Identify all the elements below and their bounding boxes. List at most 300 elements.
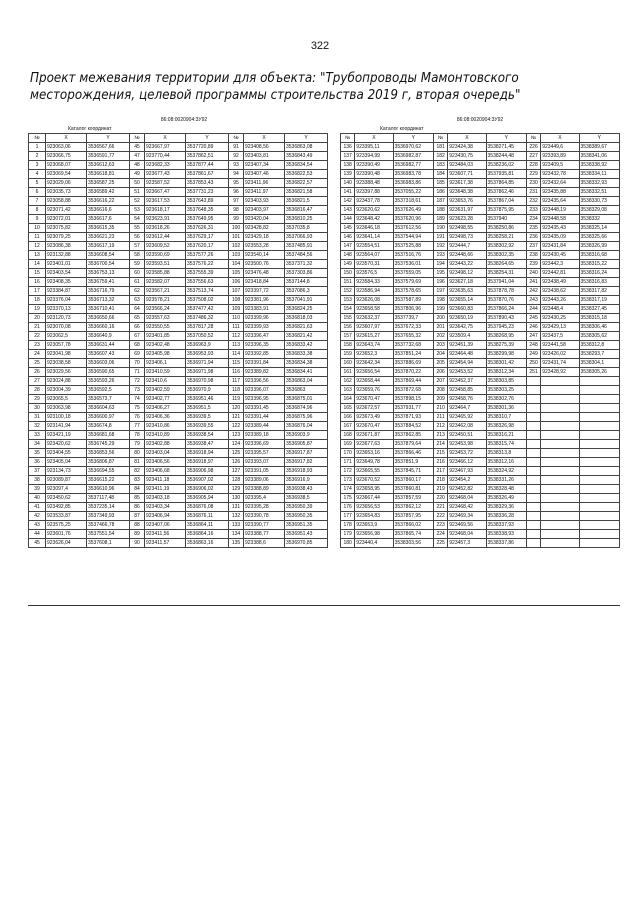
table-cell: 54 (130, 215, 145, 224)
table-cell: 3538326,49 (486, 494, 526, 503)
table-cell: 41 (29, 503, 46, 512)
table-cell (579, 521, 620, 530)
col-header: X (46, 134, 87, 143)
col-header: Y (579, 134, 620, 143)
table-cell (526, 458, 540, 467)
table-cell: 184 (433, 170, 447, 179)
table-cell: 923658,44 (355, 377, 393, 386)
table-cell: 3537857,59 (393, 494, 433, 503)
table-cell: 923584,33 (355, 278, 393, 287)
table-cell: 923041,98 (46, 350, 87, 359)
table-cell: 923389,06 (244, 476, 285, 485)
table-cell: 3538303,25 (486, 386, 526, 395)
table-cell: 219 (433, 485, 447, 494)
table-cell: 207 (433, 377, 447, 386)
table-cell: 923464,7 (448, 404, 486, 413)
table-cell: 923617,53 (145, 197, 186, 206)
table-cell: 3537879,64 (393, 440, 433, 449)
table-cell: 923450,62 (46, 494, 87, 503)
table-cell: 923576,5 (355, 269, 393, 278)
table-cell: 246 (526, 323, 540, 332)
table-cell: 923476,48 (244, 269, 285, 278)
table-cell: 3537508,02 (186, 296, 229, 305)
table-cell: 225 (433, 539, 447, 548)
table-cell (526, 521, 540, 530)
table-cell: 923656,53 (355, 503, 393, 512)
table-cell: 3536863,04 (285, 377, 328, 386)
table-cell: 923648,42 (355, 215, 393, 224)
table-cell: 923062,5 (46, 332, 87, 341)
table-cell: 923089,87 (46, 476, 87, 485)
table-cell: 923411,56 (145, 530, 186, 539)
table-cell: 3537731,23 (186, 188, 229, 197)
table-cell: 3538329,36 (486, 503, 526, 512)
table-cell: 923609,52 (145, 242, 186, 251)
table-cell: 923406,56 (145, 458, 186, 467)
table-cell: 923672,57 (355, 404, 393, 413)
table-row (29, 206, 328, 215)
table-cell: 3536951,46 (186, 395, 229, 404)
table-cell: 206 (433, 368, 447, 377)
table-cell: 923401,85 (145, 332, 186, 341)
table-cell: 3537516,76 (393, 251, 433, 260)
table-cell: 233 (526, 206, 540, 215)
table-cell: 3537486,32 (186, 314, 229, 323)
table-cell: 3537851,9 (393, 458, 433, 467)
table-cell: 923612,44 (145, 233, 186, 242)
table-cell: 3536607,43 (87, 350, 130, 359)
table-cell: 205 (433, 359, 447, 368)
table-cell: 3537643,89 (186, 197, 229, 206)
table-row (341, 539, 620, 548)
table-cell: 923376,04 (46, 296, 87, 305)
table-cell: 208 (433, 386, 447, 395)
table-cell: 118 (229, 386, 244, 395)
table-cell: 3538337,86 (486, 539, 526, 548)
table-cell: 3537864,85 (486, 179, 526, 188)
table-cell: 923411,97 (244, 188, 285, 197)
table-cell: 3537318,61 (393, 197, 433, 206)
table-row (341, 323, 620, 332)
table-cell: 3538330,73 (579, 197, 620, 206)
right-table-header (341, 134, 620, 143)
table-cell: 923405,04 (46, 458, 87, 467)
table-cell: 145 (341, 224, 355, 233)
right-catalog-label: Каталог координат (380, 126, 424, 132)
table-cell: 177 (341, 512, 355, 521)
table-cell: 923617,38 (448, 179, 486, 188)
table-cell: 923431,74 (541, 359, 579, 368)
table-cell: 3536863,08 (285, 143, 328, 152)
table-cell: 55 (130, 224, 145, 233)
table-cell: 3537806,96 (393, 305, 433, 314)
table-cell: 3536567,66 (87, 143, 130, 152)
table-row (29, 323, 328, 332)
table-cell: 3536618,81 (87, 170, 130, 179)
table-cell: 923066,75 (46, 152, 87, 161)
table-cell: 3537484,56 (285, 251, 328, 260)
table-cell: 3536918,93 (285, 467, 328, 476)
table-cell: 3536970,85 (285, 539, 328, 548)
table-cell: 3536759,41 (87, 278, 130, 287)
table-cell: 923428,82 (244, 224, 285, 233)
table-cell: 3538312,34 (486, 368, 526, 377)
table-cell: 133 (229, 521, 244, 530)
col-header: № (526, 134, 540, 143)
table-cell (526, 512, 540, 521)
table-cell: 923484,03 (448, 161, 486, 170)
table-cell: 172 (341, 467, 355, 476)
table-cell: 923468,04 (448, 494, 486, 503)
table-cell: 3536853,56 (87, 449, 130, 458)
table-cell: 923406,36 (145, 413, 186, 422)
table-cell: 50 (130, 179, 145, 188)
table-cell: 3536876,04 (285, 422, 328, 431)
table-cell: 923004,39 (46, 386, 87, 395)
table-cell: 173 (341, 476, 355, 485)
left-catalog-label: Каталог координат (68, 126, 112, 132)
table-cell: 3536587,25 (87, 179, 130, 188)
table-cell: 923432,64 (541, 179, 579, 188)
table-cell: 157 (341, 332, 355, 341)
table-cell: 923072,01 (46, 215, 87, 224)
table-row (29, 530, 328, 539)
table-cell (579, 377, 620, 386)
table-cell: 923383,91 (244, 305, 285, 314)
table-cell: 104 (229, 260, 244, 269)
table-row (341, 512, 620, 521)
table-cell: 3537055,22 (393, 188, 433, 197)
table-cell: 74 (130, 395, 145, 404)
table-cell: 3536864,11 (186, 521, 229, 530)
table-cell (541, 467, 579, 476)
table-cell: 65 (130, 314, 145, 323)
table-cell: 923593,51 (145, 260, 186, 269)
table-row (341, 269, 620, 278)
table-cell (541, 476, 579, 485)
table-cell: 238 (526, 251, 540, 260)
table-cell: 2 (29, 152, 46, 161)
table-cell: 3536971,98 (186, 368, 229, 377)
table-cell: 3537536,01 (393, 260, 433, 269)
table-cell: 923658,95 (355, 485, 393, 494)
table-cell: 202 (433, 332, 447, 341)
table-cell (541, 530, 579, 539)
table-cell: 76 (130, 413, 145, 422)
table-cell: 923650,19 (448, 314, 486, 323)
table-cell (579, 422, 620, 431)
table-cell: 3538324,92 (486, 467, 526, 476)
table-cell: 923403,54 (46, 269, 87, 278)
table-cell: 25 (29, 359, 46, 368)
table-cell: 3537620,17 (186, 242, 229, 251)
table-row (29, 197, 328, 206)
table-cell: 923391,44 (244, 413, 285, 422)
table-cell: 209 (433, 395, 447, 404)
table-cell: 48 (130, 161, 145, 170)
table-cell: 3537862,12 (393, 503, 433, 512)
table-cell: 189 (433, 215, 447, 224)
col-header: № (229, 134, 244, 143)
page-number: 322 (310, 40, 330, 52)
table-cell (541, 539, 579, 548)
table-cell: 64 (130, 305, 145, 314)
table-cell: 923402,88 (145, 440, 186, 449)
table-cell: 12 (29, 242, 46, 251)
table-cell: 923607,71 (448, 170, 486, 179)
table-cell: 923443,26 (541, 296, 579, 305)
table-cell: 923626,08 (355, 296, 393, 305)
table-row (29, 224, 328, 233)
table-cell: 923100,18 (46, 413, 87, 422)
table-row (29, 278, 328, 287)
col-header: Y (285, 134, 328, 143)
table-cell: 147 (341, 242, 355, 251)
table-row (29, 539, 328, 548)
table-cell: 3537648,35 (186, 206, 229, 215)
table-cell: 3538317,19 (579, 296, 620, 305)
table-cell: 109 (229, 305, 244, 314)
table-cell: 3536875,01 (285, 395, 328, 404)
table-row (341, 404, 620, 413)
table-cell: 200 (433, 314, 447, 323)
table-cell: 923550,55 (145, 323, 186, 332)
table-cell: 923670,47 (355, 395, 393, 404)
table-cell: 3536621,23 (87, 233, 130, 242)
table-cell: 40 (29, 494, 46, 503)
table-cell: 70 (130, 359, 145, 368)
table-cell: 923409,5 (541, 161, 579, 170)
table-cell: 923618,26 (145, 224, 186, 233)
table-row (29, 431, 328, 440)
table-cell: 26 (29, 368, 46, 377)
table-cell: 923405,98 (145, 350, 186, 359)
table-row (341, 350, 620, 359)
table-cell: 923141,94 (46, 422, 87, 431)
table-cell: 3538250,86 (486, 224, 526, 233)
table-cell: 3538258,21 (486, 233, 526, 242)
table-cell: 3538305,26 (579, 368, 620, 377)
table-cell: 3538315,74 (486, 440, 526, 449)
table-cell: 156 (341, 323, 355, 332)
table-row (341, 368, 620, 377)
table-cell: 923391,84 (244, 359, 285, 368)
table-cell: 923435,09 (541, 233, 579, 242)
table-cell: 3537620,96 (393, 215, 433, 224)
table-cell: 923642,34 (355, 359, 393, 368)
table-cell: 923656,54 (355, 368, 393, 377)
table-cell (541, 413, 579, 422)
table-cell: 923670,52 (355, 476, 393, 485)
table-cell: 63 (130, 296, 145, 305)
table-row (29, 521, 328, 530)
table-cell: 3538303,85 (486, 377, 526, 386)
table-cell: 923393,07 (244, 458, 285, 467)
table-cell: 923441,58 (541, 341, 579, 350)
table-row (341, 206, 620, 215)
table-cell: 79 (130, 440, 145, 449)
table-cell (541, 512, 579, 521)
table-cell: 101 (229, 233, 244, 242)
table-row (29, 350, 328, 359)
table-cell: 923065,5 (46, 395, 87, 404)
table-cell: 91 (229, 143, 244, 152)
table-cell: 120 (229, 404, 244, 413)
table-cell (541, 404, 579, 413)
table-cell: 923468,04 (448, 530, 486, 539)
table-cell: 171 (341, 458, 355, 467)
table-cell: 3536603,06 (87, 359, 130, 368)
table-row (29, 395, 328, 404)
table-cell: 3538317,82 (579, 287, 620, 296)
table-cell: 3538304,1 (579, 359, 620, 368)
table-cell: 3538316,83 (579, 278, 620, 287)
table-cell: 923454,94 (448, 359, 486, 368)
table-cell: 124 (229, 440, 244, 449)
table-cell: 923396,69 (244, 440, 285, 449)
table-cell: 3536971,94 (186, 359, 229, 368)
table-row (29, 251, 328, 260)
table-cell: 923388,6 (244, 539, 285, 548)
table-cell: 95 (229, 179, 244, 188)
table-row (341, 152, 620, 161)
table-cell: 131 (229, 503, 244, 512)
table-cell: 923442,3 (541, 260, 579, 269)
table-cell (579, 530, 620, 539)
table-row (341, 188, 620, 197)
table-cell: 181 (433, 143, 447, 152)
right-coordinate-table (340, 133, 620, 548)
table-cell: 923394,99 (355, 152, 393, 161)
table-cell: 923432,78 (541, 170, 579, 179)
table-cell: 3537349,93 (87, 512, 130, 521)
table-cell: 198 (433, 296, 447, 305)
table-cell: 3538310,7 (486, 413, 526, 422)
table-row (29, 296, 328, 305)
table-cell: 3536938,43 (285, 485, 328, 494)
table-cell: 231 (526, 188, 540, 197)
table-cell: 923426,02 (541, 350, 579, 359)
table-cell: 923464,48 (448, 350, 486, 359)
table-row (29, 467, 328, 476)
table-row (29, 458, 328, 467)
table-cell: 247 (526, 332, 540, 341)
table-cell: 94 (229, 170, 244, 179)
table-cell: 923389,82 (244, 368, 285, 377)
table-cell: 923399,93 (244, 323, 285, 332)
table-row (341, 449, 620, 458)
table-cell: 3536821,42 (285, 332, 328, 341)
table-cell: 3537117,48 (87, 494, 130, 503)
table-cell: 923397,88 (355, 188, 393, 197)
table-cell: 923402,48 (145, 341, 186, 350)
col-header: X (244, 134, 285, 143)
table-cell: 923406,1 (145, 359, 186, 368)
table-row (341, 530, 620, 539)
table-cell: 3537935,81 (486, 170, 526, 179)
table-cell: 3537485,91 (285, 242, 328, 251)
table-cell: 3536616,6 (87, 206, 130, 215)
table-cell: 3536822,57 (285, 179, 328, 188)
table-row (341, 476, 620, 485)
table-cell (541, 386, 579, 395)
table-cell: 141 (341, 188, 355, 197)
table-cell: 83 (130, 476, 145, 485)
table-cell: 923431,84 (541, 242, 579, 251)
table-cell: 3536905,94 (186, 494, 229, 503)
table-cell: 3536916,9 (285, 476, 328, 485)
table-row (29, 440, 328, 449)
table-cell: 245 (526, 314, 540, 323)
table-cell: 3536589,42 (87, 188, 130, 197)
table-cell: 923450,51 (448, 431, 486, 440)
table-cell: 923586,94 (355, 287, 393, 296)
table-cell: 3538306,46 (579, 323, 620, 332)
table-row (29, 314, 328, 323)
table-cell: 923623,28 (448, 215, 486, 224)
table-cell: 923667,47 (145, 188, 186, 197)
table-cell: 3536876,11 (186, 512, 229, 521)
table-cell: 39 (29, 485, 46, 494)
table-cell: 58 (130, 251, 145, 260)
table-cell: 215 (433, 449, 447, 458)
table-cell: 15 (29, 269, 46, 278)
table-cell (541, 431, 579, 440)
table-cell: 3537608,1 (87, 539, 130, 548)
table-cell: 148 (341, 251, 355, 260)
table-cell: 3537144,8 (285, 278, 328, 287)
table-cell: 923677,63 (355, 440, 393, 449)
table-cell: 923448,66 (448, 251, 486, 260)
table-cell: 223 (433, 521, 447, 530)
table-cell: 127 (229, 467, 244, 476)
table-cell (526, 503, 540, 512)
table-cell: 923465,92 (448, 413, 486, 422)
table-cell: 923671,87 (355, 431, 393, 440)
table-cell: 66 (130, 323, 145, 332)
table-cell: 3536631,44 (87, 341, 130, 350)
table-cell: 137 (341, 152, 355, 161)
table-cell: 923453,72 (448, 449, 486, 458)
table-cell: 243 (526, 296, 540, 305)
table-cell: 121 (229, 413, 244, 422)
table-cell: 3538327,45 (579, 305, 620, 314)
table-cell: 923410,86 (145, 422, 186, 431)
table-cell: 3537851,24 (393, 350, 433, 359)
table-row (341, 287, 620, 296)
table-cell: 3537869,44 (393, 377, 433, 386)
table-cell: 923585,88 (145, 269, 186, 278)
table-cell: 3536963,9 (186, 341, 229, 350)
table-cell: 3536951,35 (285, 521, 328, 530)
table-cell: 3537941,04 (486, 278, 526, 287)
table-cell: 86 (130, 503, 145, 512)
table-cell (526, 413, 540, 422)
table-row (341, 305, 620, 314)
table-cell: 3538302,35 (486, 251, 526, 260)
table-cell: 154 (341, 305, 355, 314)
table-cell: 32 (29, 422, 46, 431)
table-cell: 3537371,32 (285, 260, 328, 269)
table-row (29, 368, 328, 377)
table-cell: 3536970,98 (186, 377, 229, 386)
page-title-line-1: Проект межевания территории для объекта: "Трубопроводы Мамонтовского (30, 71, 519, 86)
table-cell: 213 (433, 431, 447, 440)
table-cell: 923384,87 (46, 287, 87, 296)
table-cell: 923553,28 (244, 242, 285, 251)
table-row (29, 404, 328, 413)
table-cell: 3536833,38 (285, 350, 328, 359)
